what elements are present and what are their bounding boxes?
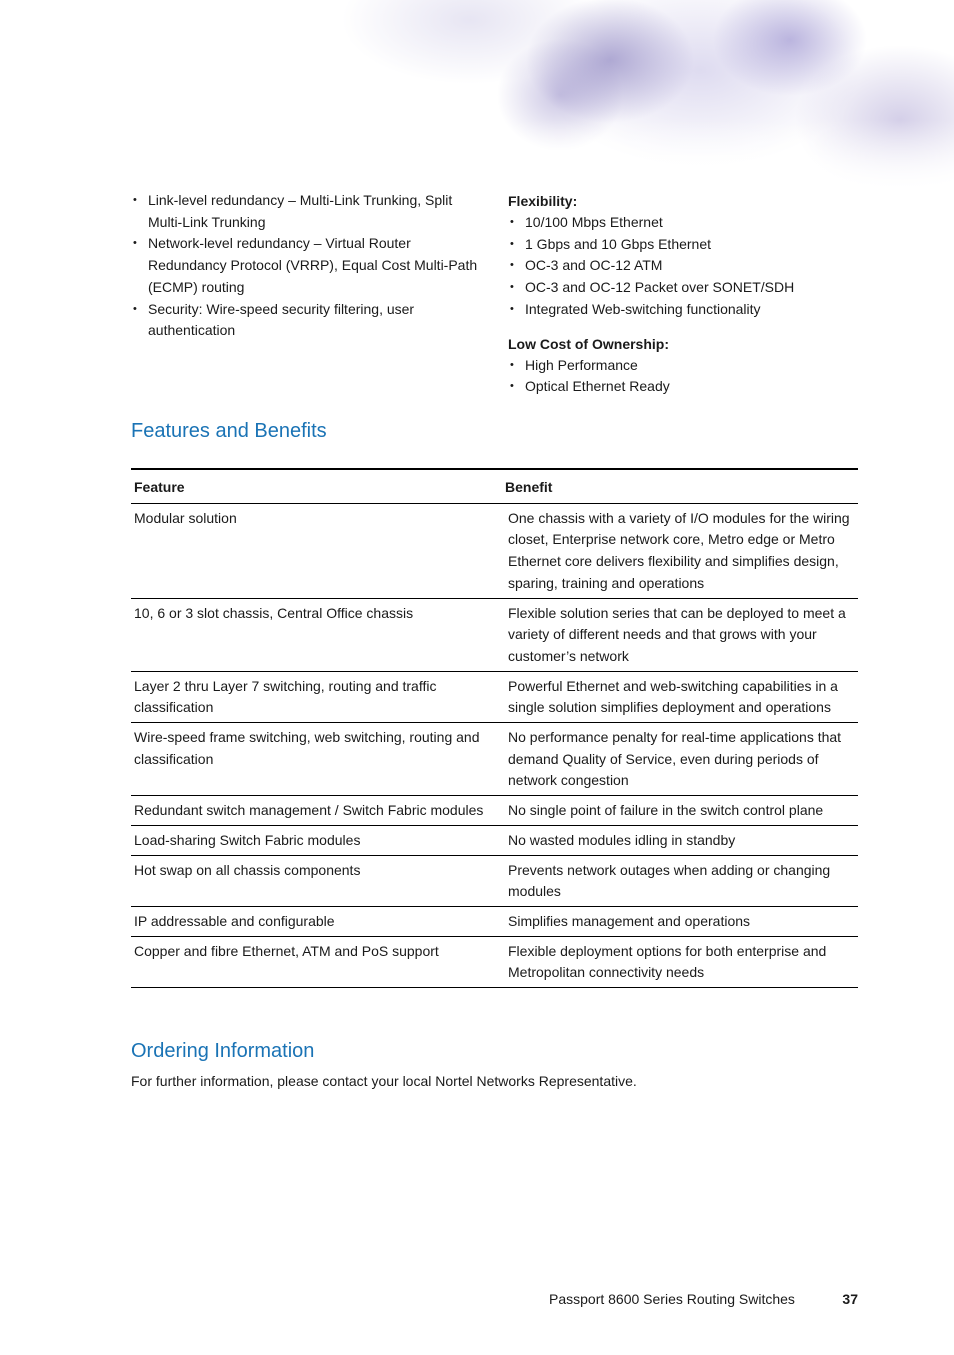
feature-cell: Copper and fibre Ethernet, ATM and PoS support [134, 942, 439, 959]
feature-cell: IP addressable and configurable [134, 912, 335, 929]
table-row [131, 796, 858, 826]
benefit-cell: Flexible deployment options for both enterprise and Metropolitan connectivity needs [508, 942, 827, 981]
ordering-section-title: Ordering Information [131, 1040, 315, 1062]
benefit-column-header: Benefit [505, 479, 553, 495]
list-item: • OC-3 and OC-12 ATM [508, 255, 868, 277]
table-row [131, 723, 858, 796]
benefit-cell: Simplifies management and operations [508, 912, 751, 929]
feature-cell: Layer 2 thru Layer 7 switching, routing and traffic classification [134, 677, 437, 716]
left-bullet-column [131, 190, 481, 342]
table-row [131, 598, 858, 671]
table-row [131, 906, 858, 936]
list-item: • Link-level redundancy – Multi-Link Trunking, Split Multi-Link Trunking [131, 190, 481, 233]
list-item: • High Performance [508, 355, 868, 377]
flexibility-list [508, 212, 868, 321]
table-row [131, 825, 858, 855]
list-item: • Network-level redundancy – Virtual Router Redundancy Protocol (VRRP), Equal Cost Multi-Path (ECMP) routing [131, 233, 481, 298]
list-item: • Optical Ethernet Ready [508, 376, 868, 398]
features-section-title: Features and Benefits [131, 420, 327, 442]
benefit-cell: No single point of failure in the switch control plane [508, 802, 824, 819]
list-item: • Security: Wire-speed security filtering, user authentication [131, 299, 481, 342]
header-fade [0, 120, 954, 190]
table-row [131, 503, 858, 598]
benefit-cell: Prevents network outages when adding or changing modules [508, 861, 831, 900]
feature-cell: Hot swap on all chassis components [134, 861, 361, 878]
table-header-row [131, 469, 858, 503]
page-number: 37 [842, 1291, 858, 1307]
features-benefits-table [131, 468, 858, 988]
feature-cell: Load-sharing Switch Fabric modules [134, 831, 361, 848]
feature-cell: Wire-speed frame switching, web switching, routing and classification [134, 729, 480, 767]
table-row [131, 936, 858, 987]
feature-column-header: Feature [134, 479, 185, 495]
benefit-cell: One chassis with a variety of I/O modules for the wiring closet, Enterprise network core, Metro edge or Metro Ethernet core delivers flexibility and simplifies design, sparing, training and operations [508, 509, 850, 591]
benefit-cell: No performance penalty for real-time applications that demand Quality of Service, even during periods of network congestion [508, 729, 842, 789]
table-row [131, 855, 858, 906]
flexibility-heading: Flexibility: [508, 193, 578, 209]
benefit-cell: Powerful Ethernet and web-switching capabilities in a single solution simplifies deployment and operations [508, 677, 838, 716]
benefit-cell: Flexible solution series that can be deployed to meet a variety of different needs and that grows with your customer’s network [508, 604, 846, 664]
low-cost-list [508, 355, 868, 398]
publication-title: Passport 8600 Series Routing Switches [549, 1291, 795, 1307]
list-item: • 1 Gbps and 10 Gbps Ethernet [508, 234, 868, 256]
low-cost-heading: Low Cost of Ownership: [508, 335, 669, 352]
feature-cell: 10, 6 or 3 slot chassis, Central Office chassis [134, 604, 414, 621]
right-bullet-column [508, 190, 868, 398]
left-bullet-list [131, 190, 481, 342]
benefit-cell: No wasted modules idling in standby [508, 831, 736, 848]
table-row [131, 671, 858, 722]
feature-cell: Modular solution [134, 509, 237, 526]
list-item: • 10/100 Mbps Ethernet [508, 212, 868, 234]
feature-cell: Redundant switch management / Switch Fabric modules [134, 802, 484, 819]
list-item: • OC-3 and OC-12 Packet over SONET/SDH [508, 277, 868, 299]
list-item: • Integrated Web-switching functionality [508, 299, 868, 321]
ordering-text: For further information, please contact your local Nortel Networks Representative. [131, 1073, 637, 1089]
